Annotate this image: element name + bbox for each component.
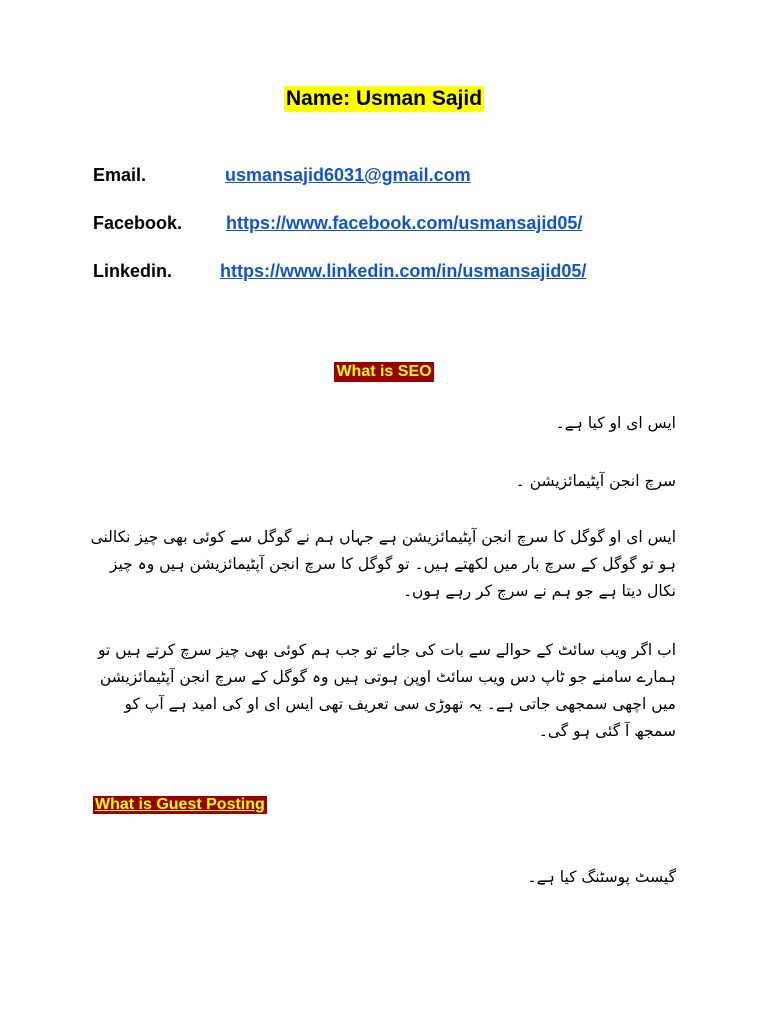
linkedin-row — [93, 261, 587, 282]
facebook-row — [93, 213, 583, 234]
seo-heading: What is SEO — [336, 363, 432, 380]
title-container — [0, 86, 768, 112]
seo-paragraph-2: اب اگر ویب سائٹ کے حوالے سے بات کی جائے تو جب ہم کوئی بھی چیز سرچ کرتے ہیں تو ہمارے سامنے جو ٹاپ دس ویب سائٹ اوپن ہوتی ہیں وہ گوگل کے سرچ انجن آپٹیمائزیشن میں اچھی سمجھی جاتی ہے۔ یہ تھوڑی سی تعریف تھی ایس ای او کی امید ہے آپ کو سمجھ آ گئی ہو گی۔ — [98, 641, 676, 740]
guest-question: گیسٹ پوسٹنگ کیا ہے۔ — [527, 868, 676, 886]
facebook-link[interactable]: https://www.facebook.com/usmansajid05/ — [226, 213, 583, 233]
seo-heading-container — [0, 362, 768, 382]
page-title: Name: Usman Sajid — [285, 87, 483, 110]
seo-paragraph-1: ایس ای او گوگل کا سرچ انجن آپٹیمائزیشن ہے جہاں ہم نے گوگل سے کوئی بھی چیز نکالنی ہو تو گوگل کے سرچ بار میں لکھتے ہیں۔ تو گوگل کا سرچ انجن آپٹیمائزیشن ہیں وہ چیز نکال دیتا ہے جو ہم نے سرچ کر رہے ہوں۔ — [90, 528, 676, 600]
email-link[interactable]: usmansajid6031@gmail.com — [225, 165, 471, 185]
email-row — [93, 165, 471, 186]
guest-posting-heading: What is Guest Posting — [95, 796, 265, 813]
facebook-label: Facebook. — [93, 213, 183, 233]
linkedin-label: Linkedin. — [93, 261, 173, 281]
seo-full-form: سرچ انجن آپٹیمائزیشن ۔ — [515, 472, 676, 490]
seo-question: ایس ای او کیا ہے۔ — [555, 414, 676, 432]
email-label: Email. — [93, 165, 147, 185]
linkedin-link[interactable]: https://www.linkedin.com/in/usmansajid05/ — [220, 261, 587, 281]
guest-heading-container — [93, 796, 267, 814]
